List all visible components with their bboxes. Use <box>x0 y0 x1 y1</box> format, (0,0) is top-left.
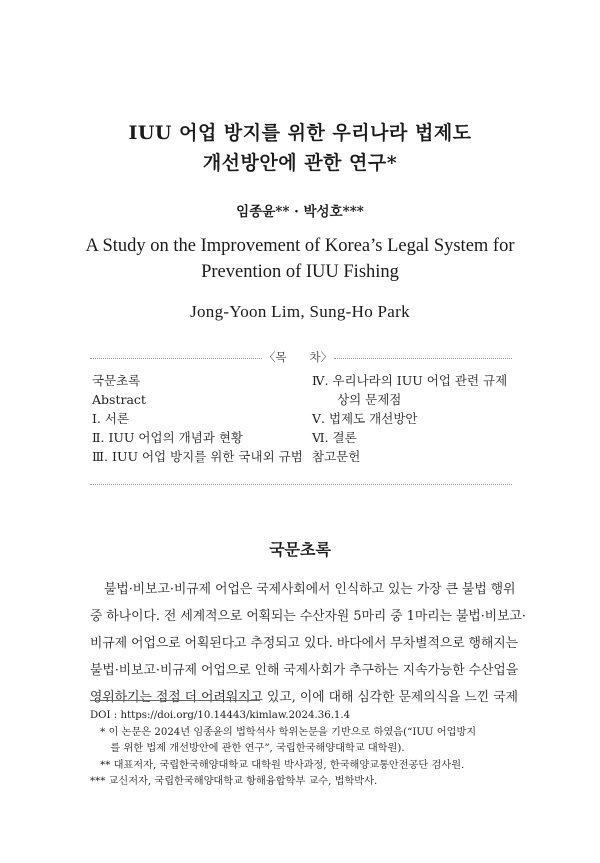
abstract-line: 비규제 어업으로 어획된다고 추정되고 있다. 바다에서 무차별적으로 행해지는 <box>90 636 519 651</box>
toc-top-rule-left <box>90 358 262 359</box>
abstract-heading: 국문초록 <box>269 540 331 559</box>
abstract-body <box>90 576 526 711</box>
toc-top-rule-right <box>334 358 512 359</box>
authors-korean: 임종윤** · 박성호*** <box>236 204 364 220</box>
toc-item[interactable]: 참고문헌 <box>312 449 361 464</box>
abstract-line: 영위하기는 점점 더 어려워지고 있고, 이에 대해 심각한 문제의식을 느낀 국제 <box>90 690 518 705</box>
toc-item[interactable]: Ⅳ. 우리나라의 IUU 어업 관련 규제 <box>312 373 508 388</box>
abstract-line: 불법·비보고·비규제 어업은 국제사회에서 인식하고 있는 가장 큰 불법 행위 <box>104 582 516 597</box>
toc-left-column <box>92 371 303 466</box>
english-title-line-2: Prevention of IUU Fishing <box>201 262 399 282</box>
toc-item[interactable]: Ⅴ. 법제도 개선방안 <box>312 411 418 426</box>
toc-right-column <box>312 371 507 466</box>
authors-english: Jong-Yoon Lim, Sung-Ho Park <box>190 302 410 321</box>
english-title-line-1: A Study on the Improvement of Korea’s Legal System for <box>85 236 515 256</box>
toc-bottom-rule <box>90 484 512 485</box>
footnote-1-cont: 를 위한 법제 개선방안에 관한 연구”, 국립한국해양대학교 대학원). <box>90 743 405 754</box>
toc-item[interactable]: Ⅵ. 결론 <box>312 430 357 445</box>
toc-item[interactable]: Abstract <box>92 392 146 407</box>
paper-title-line-2: 개선방안에 관한 연구* <box>202 152 398 174</box>
toc-item[interactable]: 상의 문제점 <box>312 392 402 407</box>
footnote-1: * 이 논문은 2024년 임종윤의 법학석사 학위논문을 기반으로 하였음(“IUU 어업방지 <box>90 726 477 738</box>
toc-item[interactable]: Ⅱ. IUU 어업의 개념과 현황 <box>92 430 243 445</box>
doi-link[interactable]: DOI : https://doi.org/10.14443/kimlaw.2024.36.1.4 <box>90 710 351 721</box>
toc-item[interactable]: Ⅲ. IUU 어업 방지를 위한 국내외 규범 <box>92 449 303 464</box>
abstract-line: 불법·비보고·비규제 어업으로 인해 국제사회가 추구하는 지속가능한 수산업을 <box>90 663 519 678</box>
footnote-2: ** 대표저자, 국립한국해양대학교 대학원 박사과정, 한국해양교통안전공단 검사원. <box>90 759 465 771</box>
toc-heading: 〈목 차〉 <box>263 350 333 364</box>
abstract-line: 중 하나이다. 전 세계적으로 어획되는 수산자원 5마리 중 1마리는 불법·비보고· <box>90 609 526 624</box>
toc-item[interactable]: 국문초록 <box>92 373 141 388</box>
paper-title-line-1: IUU 어업 방지를 위한 우리나라 법제도 <box>128 122 472 144</box>
footnote-3: *** 교신저자, 국립한국해양대학교 항해융합학부 교수, 법학박사. <box>90 776 378 787</box>
toc-item[interactable]: Ⅰ. 서론 <box>92 411 130 426</box>
footnotes <box>90 708 520 791</box>
footnote-separator <box>90 700 260 701</box>
